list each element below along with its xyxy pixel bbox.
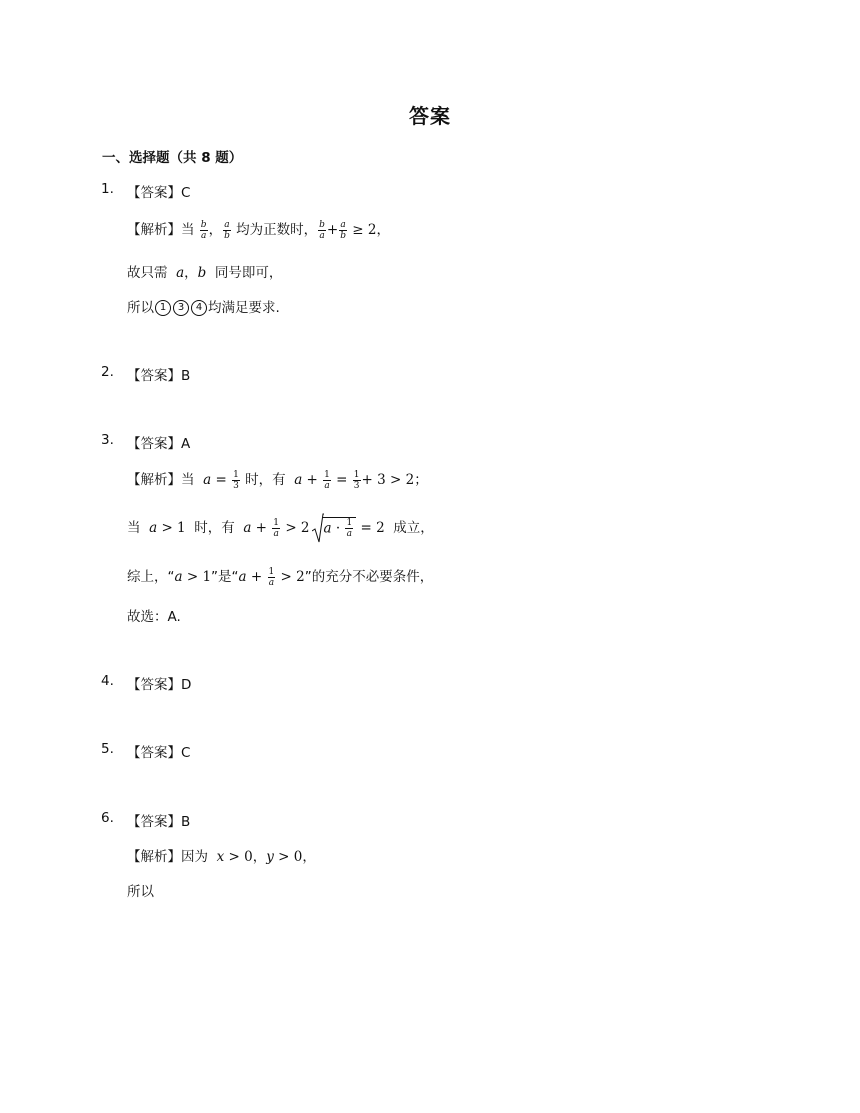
question-number: 4. bbox=[101, 673, 114, 689]
answer-prefix: 【答案】 bbox=[127, 185, 181, 201]
answer-prefix: 【答案】 bbox=[127, 368, 181, 384]
question-number: 5. bbox=[101, 741, 114, 757]
analysis-line: 综上，“a > 1”是“a + $\frac{1}{a}$ > 2”的充分不必要条件， bbox=[127, 566, 434, 588]
fraction: $\frac{a}{b}$ bbox=[340, 219, 346, 241]
answer-line bbox=[127, 181, 190, 201]
answer-value: D bbox=[181, 677, 192, 693]
analysis-line: 故选：A. bbox=[127, 609, 181, 625]
answer-line bbox=[127, 432, 190, 452]
circled-number: 3 bbox=[173, 300, 189, 316]
analysis-line: 【解析】当 $\frac{b}{a}$ ， $\frac{a}{b}$ 均为正数时， $\frac{b}{a}$ + $\frac{a}{b}$ ≥ 2， bbox=[127, 219, 390, 241]
analysis-line: 当 a > 1 时，有 a + $\frac{1}{a}$ > 2 a · $\frac{1}{a}$ = 2 成立， bbox=[127, 516, 434, 539]
section-heading: 一、选择题（共 8 题） bbox=[102, 150, 243, 166]
answer-value: C bbox=[181, 745, 191, 761]
analysis-line: 所以 bbox=[127, 884, 154, 900]
circled-number: 4 bbox=[191, 300, 207, 316]
fraction: $\frac{a}{b}$ bbox=[224, 219, 230, 241]
square-root: a · $\frac{1}{a}$ bbox=[312, 517, 357, 539]
answer-line bbox=[127, 810, 190, 830]
answer-line bbox=[127, 741, 190, 761]
answer-value: A bbox=[181, 436, 191, 452]
analysis-line: 【解析】当 a = $\frac{1}{3}$ 时，有 a + $\frac{1}{a}$ = $\frac{1}{3}$ + 3 > 2； bbox=[127, 469, 428, 491]
analysis-prefix: 【解析】 bbox=[127, 472, 181, 488]
answer-line bbox=[127, 364, 190, 384]
page-title: 答案 bbox=[409, 104, 451, 128]
answer-value: B bbox=[181, 368, 191, 384]
analysis-prefix: 【解析】 bbox=[127, 222, 181, 238]
analysis-line: 所以 1 3 4 均满足要求. bbox=[127, 300, 280, 316]
analysis-line: 【解析】因为 x > 0，y > 0， bbox=[127, 849, 316, 865]
answer-prefix: 【答案】 bbox=[127, 677, 181, 693]
answer-prefix: 【答案】 bbox=[127, 436, 181, 452]
analysis-prefix: 【解析】 bbox=[127, 849, 181, 865]
question-number: 2. bbox=[101, 364, 114, 380]
answer-prefix: 【答案】 bbox=[127, 745, 181, 761]
fraction: $\frac{b}{a}$ bbox=[200, 219, 207, 241]
circled-number: 1 bbox=[155, 300, 171, 316]
answer-value: B bbox=[181, 814, 191, 830]
answer-prefix: 【答案】 bbox=[127, 814, 181, 830]
answer-line bbox=[127, 673, 191, 693]
analysis-line: 故只需 a，b 同号即可， bbox=[127, 265, 283, 281]
question-number: 3. bbox=[101, 432, 114, 448]
question-number: 6. bbox=[101, 810, 114, 826]
answer-value: C bbox=[181, 185, 191, 201]
fraction: $\frac{b}{a}$ bbox=[319, 219, 325, 241]
question-number: 1. bbox=[101, 181, 114, 197]
